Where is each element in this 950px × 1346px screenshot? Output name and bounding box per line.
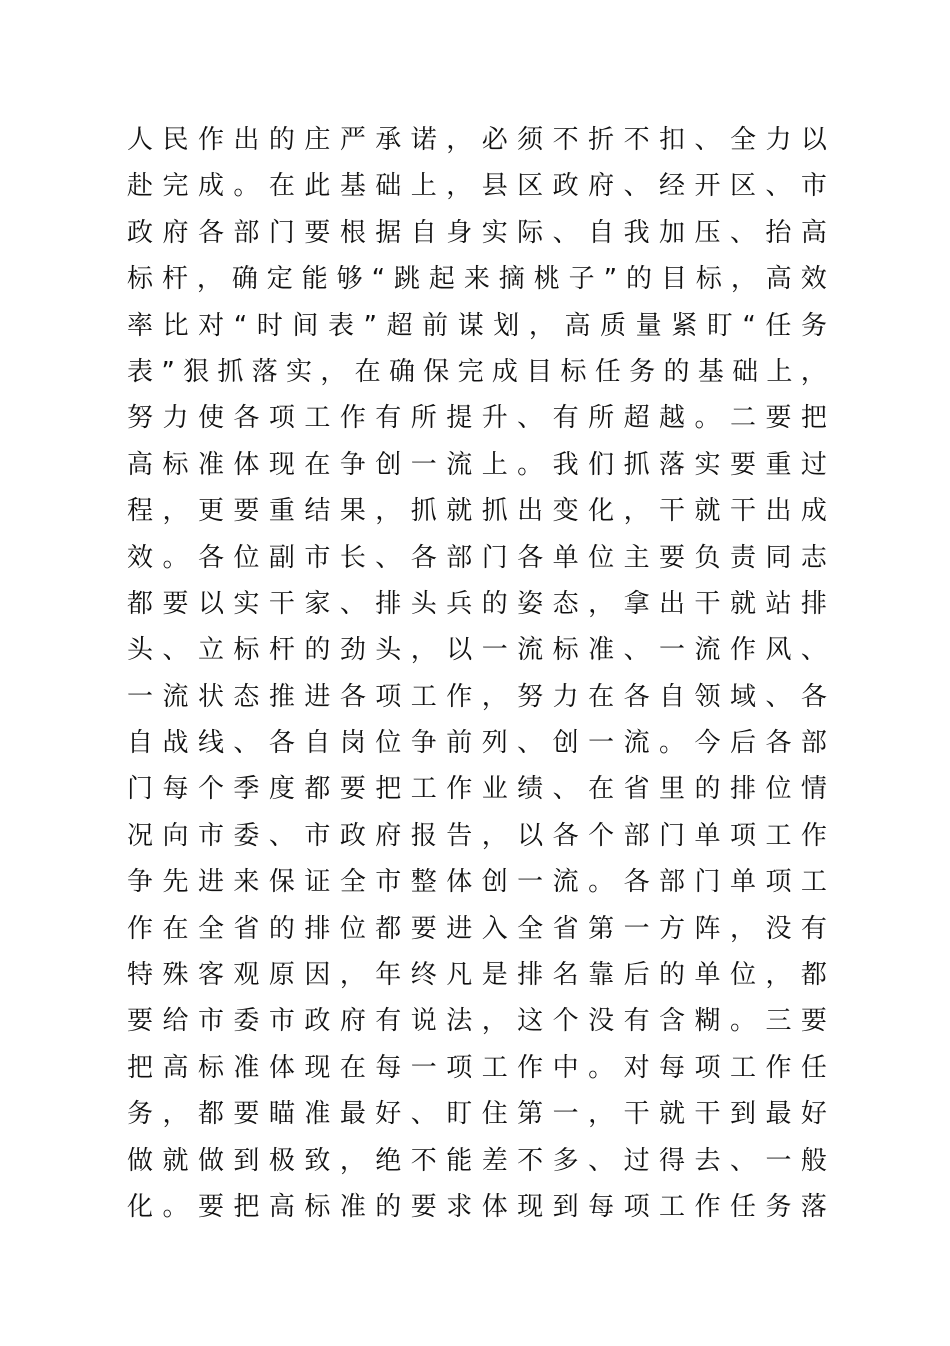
text-line: 政 府 各 部 门 要 根 据 自 身 实 际 、 自 我 加 压 、 抬 高 <box>127 217 827 248</box>
text-line: 人 民 作 出 的 庄 严 承 诺 ， 必 须 不 折 不 扣 、 全 力 以 <box>127 125 827 155</box>
text-line: 化 。 要 把 高 标 准 的 要 求 体 现 到 每 项 工 作 任 务 落 <box>127 1191 827 1222</box>
text-line: 把 高 标 准 体 现 在 每 一 项 工 作 中 。 对 每 项 工 作 任 <box>127 1052 827 1083</box>
text-line: 表 ” 狠 抓 落 实 ， 在 确 保 完 成 目 标 任 务 的 基 础 上 ， <box>127 356 827 387</box>
text-line: 争 先 进 来 保 证 全 市 整 体 创 一 流 。 各 部 门 单 项 工 <box>127 867 827 898</box>
text-line: 都 要 以 实 干 家 、 排 头 兵 的 姿 态 ， 拿 出 干 就 站 排 <box>127 588 827 619</box>
text-line: 努 力 使 各 项 工 作 有 所 提 升 、 有 所 超 越 。 二 要 把 <box>127 403 827 434</box>
text-line: 标 杆 ， 确 定 能 够 “ 跳 起 来 摘 桃 子 ” 的 目 标 ， 高 效 <box>127 264 827 295</box>
text-line: 高 标 准 体 现 在 争 创 一 流 上 。 我 们 抓 落 实 要 重 过 <box>127 449 827 480</box>
text-line: 头 、 立 标 杆 的 劲 头 ， 以 一 流 标 准 、 一 流 作 风 、 <box>127 635 827 666</box>
text-line: 一 流 状 态 推 进 各 项 工 作 ， 努 力 在 各 自 领 域 、 各 <box>127 681 827 712</box>
text-line: 赴 完 成 。 在 此 基 础 上 ， 县 区 政 府 、 经 开 区 、 市 <box>127 171 827 202</box>
text-line: 特 殊 客 观 原 因 ， 年 终 凡 是 排 名 靠 后 的 单 位 ， 都 <box>127 960 827 991</box>
text-line: 要 给 市 委 市 政 府 有 说 法 ， 这 个 没 有 含 糊 。 三 要 <box>127 1006 827 1037</box>
text-line: 况 向 市 委 、 市 政 府 报 告 ， 以 各 个 部 门 单 项 工 作 <box>127 820 827 851</box>
text-line: 做 就 做 到 极 致 ， 绝 不 能 差 不 多 、 过 得 去 、 一 般 <box>127 1145 827 1176</box>
text-line: 作 在 全 省 的 排 位 都 要 进 入 全 省 第 一 方 阵 ， 没 有 <box>127 913 827 944</box>
text-line: 门 每 个 季 度 都 要 把 工 作 业 绩 、 在 省 里 的 排 位 情 <box>127 774 827 805</box>
text-line: 效 。 各 位 副 市 长 、 各 部 门 各 单 位 主 要 负 责 同 志 <box>127 542 827 573</box>
body-text <box>127 117 827 1230</box>
text-line: 自 战 线 、 各 自 岗 位 争 前 列 、 创 一 流 。 今 后 各 部 <box>127 728 827 759</box>
text-line: 率 比 对 “ 时 间 表 ” 超 前 谋 划 ， 高 质 量 紧 盯 “ 任 务 <box>127 310 827 341</box>
text-line: 程 ， 更 要 重 结 果 ， 抓 就 抓 出 变 化 ， 干 就 干 出 成 <box>127 496 827 527</box>
text-line: 务 ， 都 要 瞄 准 最 好 、 盯 住 第 一 ， 干 就 干 到 最 好 <box>127 1099 827 1130</box>
